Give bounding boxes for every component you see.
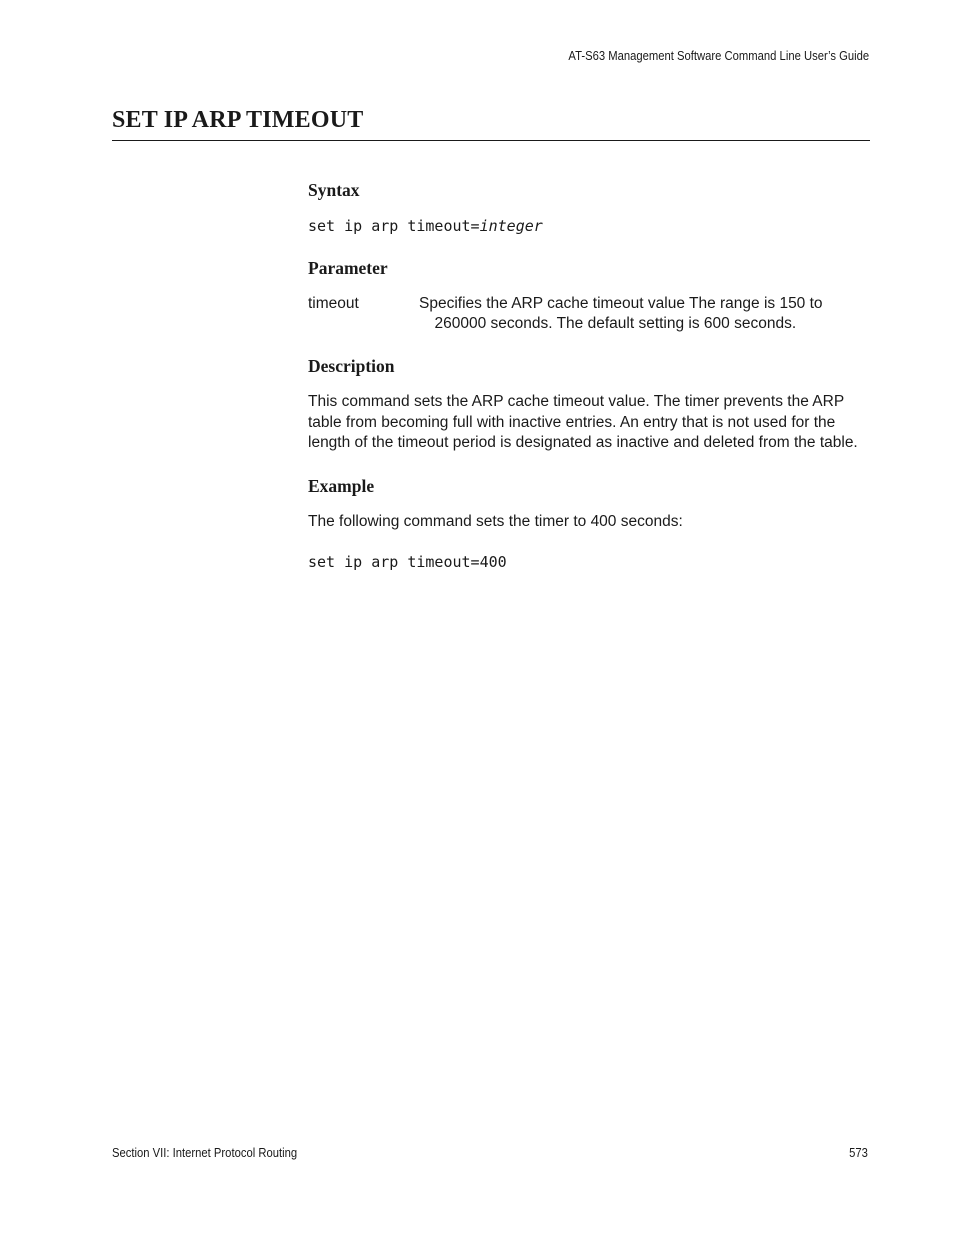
description-heading: Description	[308, 356, 395, 376]
footer-section: Section VII: Internet Protocol Routing	[112, 1146, 298, 1160]
example-heading: Example	[308, 475, 375, 496]
running-header: AT-S63 Management Software Command Line User’s Guide	[568, 49, 869, 63]
syntax-heading: Syntax	[308, 180, 360, 200]
main-content	[308, 178, 870, 592]
description-text: This command sets the ARP cache timeout value. The timer prevents the ARP table from becoming full with inactive entries. An entry that is not used for the length of the timeout period is designated as inactive and deleted from the table.	[308, 393, 858, 451]
syntax-command	[308, 216, 870, 236]
syntax-command-text: set ip arp timeout=	[308, 217, 480, 235]
parameter-heading: Parameter	[308, 258, 388, 278]
parameter-description: Specifies the ARP cache timeout value The range is 150 to 260000 seconds. The default setting is 600 seconds.	[419, 295, 823, 332]
footer-page-number: 573	[849, 1146, 868, 1160]
parameter-row	[308, 294, 870, 334]
parameter-name: timeout	[308, 295, 359, 312]
example-command: set ip arp timeout=400	[308, 553, 507, 571]
title-divider	[112, 140, 870, 141]
syntax-variable: integer	[479, 217, 543, 235]
page-title: SET IP ARP TIMEOUT	[112, 107, 364, 133]
example-intro: The following command sets the timer to 400 seconds:	[308, 512, 683, 530]
